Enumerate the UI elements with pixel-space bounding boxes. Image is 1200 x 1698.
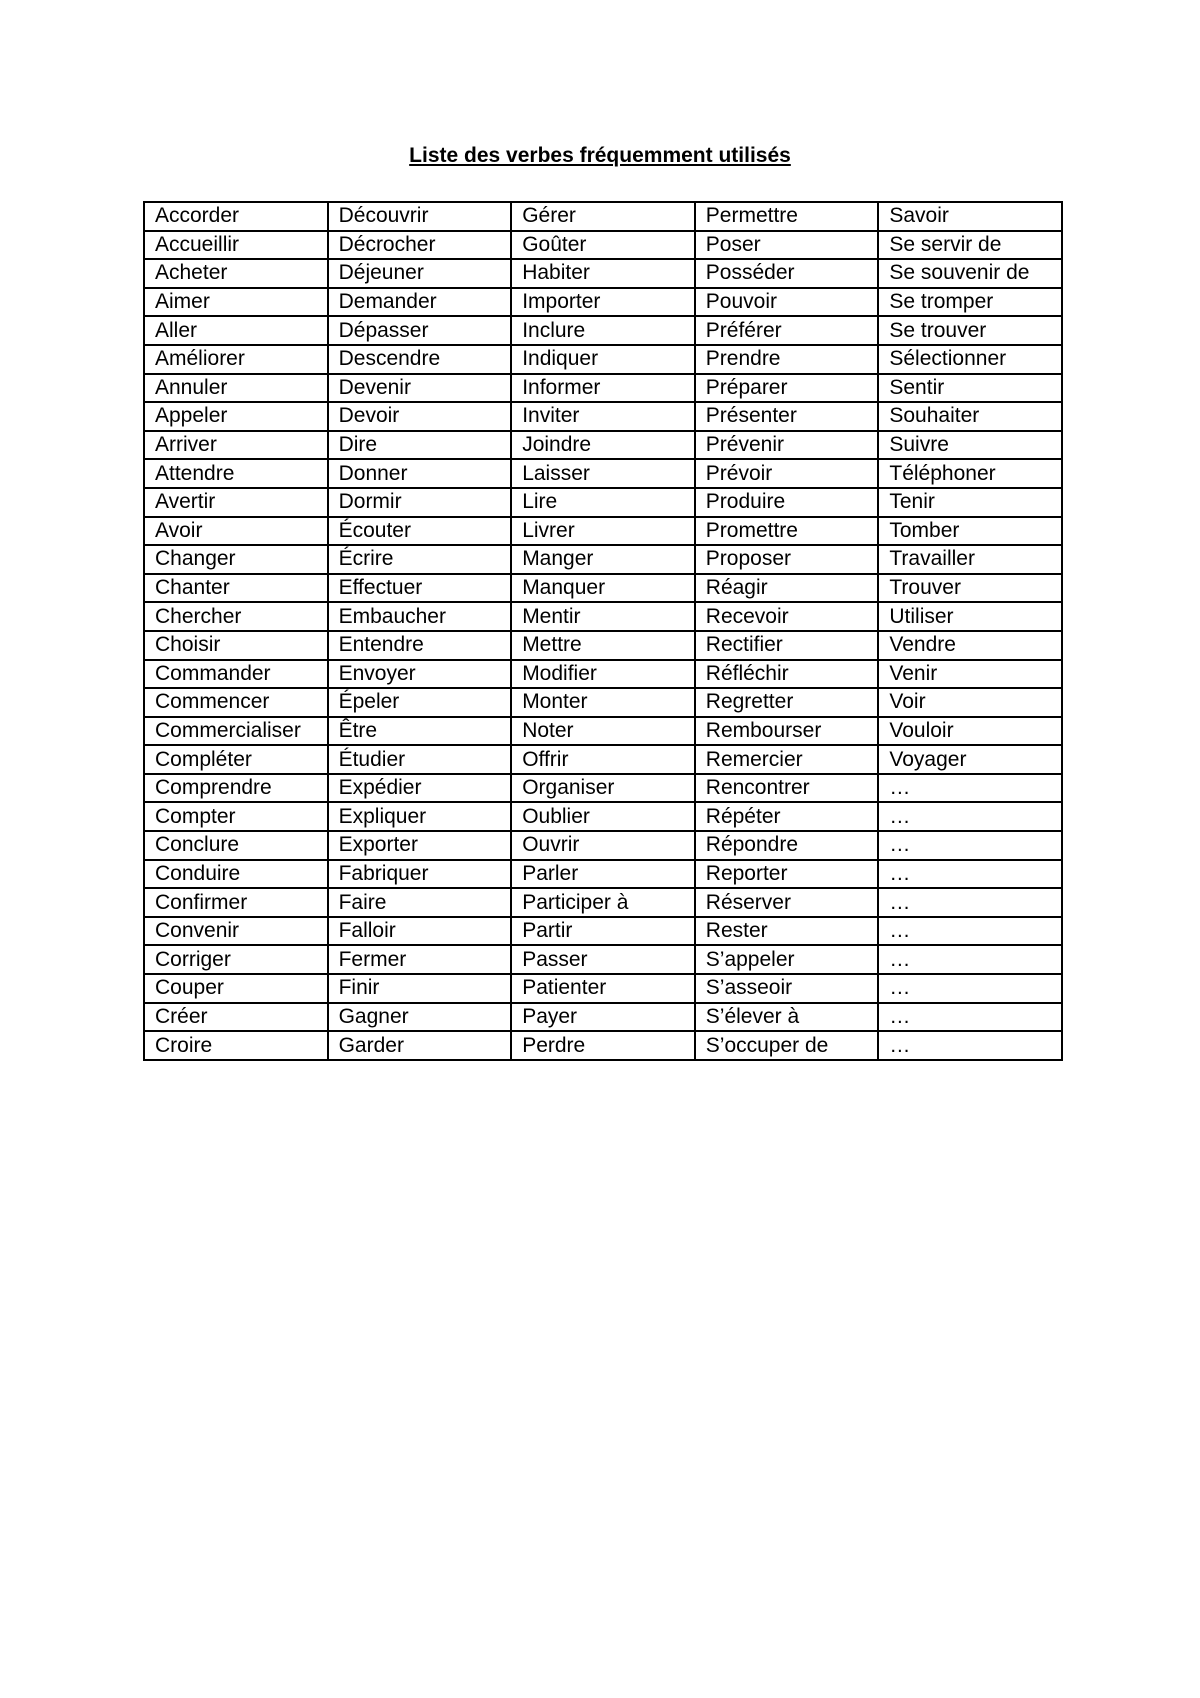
table-row [144,888,1062,917]
table-row [144,517,1062,546]
table-cell: Téléphoner [878,459,1062,488]
table-row [144,1003,1062,1032]
table-cell: Dire [328,431,512,460]
table-cell: Commercialiser [144,717,328,746]
table-cell: Sentir [878,374,1062,403]
table-cell: Comprendre [144,774,328,803]
table-cell: Se tromper [878,288,1062,317]
table-cell: Finir [328,974,512,1003]
table-cell: Inviter [511,402,695,431]
table-cell: … [878,860,1062,889]
table-cell: Entendre [328,631,512,660]
table-cell: Modifier [511,660,695,689]
table-cell: Habiter [511,259,695,288]
table-row [144,259,1062,288]
table-cell: Payer [511,1003,695,1032]
table-cell: Organiser [511,774,695,803]
table-cell: Acheter [144,259,328,288]
table-cell: Gagner [328,1003,512,1032]
table-cell: S’appeler [695,945,879,974]
table-row [144,774,1062,803]
table-row [144,831,1062,860]
table-cell: Venir [878,660,1062,689]
table-cell: Poser [695,231,879,260]
table-cell: Voyager [878,745,1062,774]
table-cell: … [878,1031,1062,1060]
table-cell: Rester [695,917,879,946]
table-cell: Joindre [511,431,695,460]
table-cell: Commencer [144,688,328,717]
table-cell: Aimer [144,288,328,317]
table-cell: Répondre [695,831,879,860]
table-cell: Monter [511,688,695,717]
table-cell: Prévenir [695,431,879,460]
table-cell: Inclure [511,316,695,345]
table-cell: Falloir [328,917,512,946]
table-row [144,545,1062,574]
table-cell: Devenir [328,374,512,403]
table-cell: Améliorer [144,345,328,374]
table-cell: Oublier [511,802,695,831]
table-cell: Noter [511,717,695,746]
table-cell: Prévoir [695,459,879,488]
table-cell: Réserver [695,888,879,917]
table-cell: Remercier [695,745,879,774]
table-cell: Épeler [328,688,512,717]
table-cell: Mettre [511,631,695,660]
table-row [144,345,1062,374]
table-cell: Descendre [328,345,512,374]
table-cell: Confirmer [144,888,328,917]
table-cell: Avertir [144,488,328,517]
table-row [144,488,1062,517]
table-cell: Trouver [878,574,1062,603]
table-row [144,288,1062,317]
table-cell: Devoir [328,402,512,431]
table-cell: Pouvoir [695,288,879,317]
table-cell: … [878,945,1062,974]
table-cell: Écrire [328,545,512,574]
table-cell: Choisir [144,631,328,660]
table-cell: Expliquer [328,802,512,831]
table-cell: Se servir de [878,231,1062,260]
table-row [144,202,1062,231]
table-cell: Exporter [328,831,512,860]
table-cell: Perdre [511,1031,695,1060]
table-cell: … [878,774,1062,803]
table-cell: Produire [695,488,879,517]
table-cell: Découvrir [328,202,512,231]
table-cell: Regretter [695,688,879,717]
table-row [144,745,1062,774]
table-cell: Commander [144,660,328,689]
table-cell: Préparer [695,374,879,403]
table-cell: Permettre [695,202,879,231]
table-cell: … [878,917,1062,946]
table-cell: Informer [511,374,695,403]
table-cell: Corriger [144,945,328,974]
table-row [144,431,1062,460]
table-cell: Effectuer [328,574,512,603]
table-cell: Participer à [511,888,695,917]
table-cell: S’occuper de [695,1031,879,1060]
table-cell: … [878,974,1062,1003]
table-cell: Tomber [878,517,1062,546]
table-cell: Garder [328,1031,512,1060]
table-cell: Appeler [144,402,328,431]
table-cell: Manquer [511,574,695,603]
table-cell: Faire [328,888,512,917]
table-row [144,374,1062,403]
table-cell: Se souvenir de [878,259,1062,288]
table-row [144,660,1062,689]
table-cell: Posséder [695,259,879,288]
table-cell: Créer [144,1003,328,1032]
table-cell: Rembourser [695,717,879,746]
table-cell: Présenter [695,402,879,431]
table-cell: Passer [511,945,695,974]
table-cell: Aller [144,316,328,345]
table-row [144,602,1062,631]
table-cell: … [878,802,1062,831]
table-cell: Promettre [695,517,879,546]
table-cell: Fermer [328,945,512,974]
table-cell: Dépasser [328,316,512,345]
table-cell: Dormir [328,488,512,517]
table-cell: Recevoir [695,602,879,631]
table-cell: Réfléchir [695,660,879,689]
table-cell: Laisser [511,459,695,488]
table-cell: Changer [144,545,328,574]
table-row [144,945,1062,974]
verb-table [143,201,1063,1061]
table-cell: Reporter [695,860,879,889]
table-cell: Se trouver [878,316,1062,345]
table-cell: … [878,888,1062,917]
table-cell: S’élever à [695,1003,879,1032]
table-cell: Donner [328,459,512,488]
table-cell: Croire [144,1031,328,1060]
table-cell: Offrir [511,745,695,774]
table-cell: Sélectionner [878,345,1062,374]
table-row [144,688,1062,717]
table-cell: Suivre [878,431,1062,460]
table-cell: … [878,1003,1062,1032]
table-row [144,974,1062,1003]
table-cell: … [878,831,1062,860]
table-cell: Importer [511,288,695,317]
table-cell: Ouvrir [511,831,695,860]
table-cell: Décrocher [328,231,512,260]
table-cell: Déjeuner [328,259,512,288]
table-cell: Compléter [144,745,328,774]
table-row [144,917,1062,946]
table-row [144,717,1062,746]
table-cell: Écouter [328,517,512,546]
table-row [144,459,1062,488]
table-cell: Répéter [695,802,879,831]
table-cell: Préférer [695,316,879,345]
table-cell: Conduire [144,860,328,889]
table-cell: Travailler [878,545,1062,574]
table-cell: Envoyer [328,660,512,689]
document-title: Liste des verbes fréquemment utilisés [409,144,791,167]
table-cell: Proposer [695,545,879,574]
table-cell: Vendre [878,631,1062,660]
table-cell: Être [328,717,512,746]
table-row [144,631,1062,660]
table-cell: Tenir [878,488,1062,517]
verb-table-body [144,202,1062,1060]
table-cell: Réagir [695,574,879,603]
table-cell: Avoir [144,517,328,546]
table-cell: Fabriquer [328,860,512,889]
table-cell: Convenir [144,917,328,946]
table-cell: Souhaiter [878,402,1062,431]
table-cell: Expédier [328,774,512,803]
table-row [144,802,1062,831]
table-cell: Couper [144,974,328,1003]
table-cell: Accorder [144,202,328,231]
table-cell: Compter [144,802,328,831]
table-cell: Voir [878,688,1062,717]
table-cell: Patienter [511,974,695,1003]
table-cell: Gérer [511,202,695,231]
table-cell: Goûter [511,231,695,260]
table-cell: Lire [511,488,695,517]
table-cell: Étudier [328,745,512,774]
table-cell: Chanter [144,574,328,603]
table-cell: Attendre [144,459,328,488]
table-cell: Arriver [144,431,328,460]
table-cell: Accueillir [144,231,328,260]
table-cell: Indiquer [511,345,695,374]
table-cell: Rencontrer [695,774,879,803]
table-row [144,231,1062,260]
table-cell: Demander [328,288,512,317]
table-row [144,402,1062,431]
table-row [144,1031,1062,1060]
table-cell: Parler [511,860,695,889]
table-cell: S’asseoir [695,974,879,1003]
table-cell: Vouloir [878,717,1062,746]
table-cell: Mentir [511,602,695,631]
table-cell: Partir [511,917,695,946]
table-cell: Livrer [511,517,695,546]
table-row [144,860,1062,889]
table-cell: Chercher [144,602,328,631]
table-cell: Utiliser [878,602,1062,631]
table-cell: Savoir [878,202,1062,231]
table-cell: Embaucher [328,602,512,631]
table-cell: Annuler [144,374,328,403]
table-cell: Manger [511,545,695,574]
table-cell: Conclure [144,831,328,860]
table-row [144,316,1062,345]
table-cell: Rectifier [695,631,879,660]
table-cell: Prendre [695,345,879,374]
table-row [144,574,1062,603]
